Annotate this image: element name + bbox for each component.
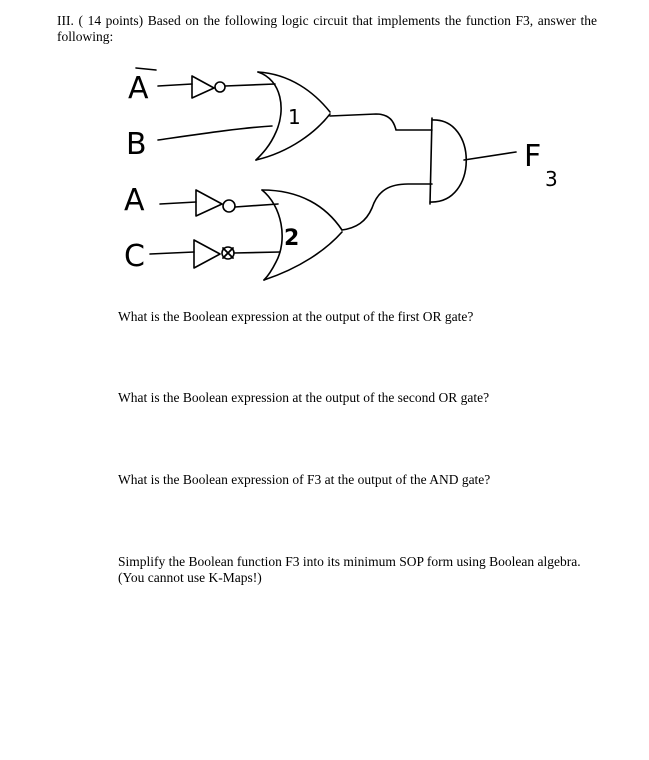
- or-gate-2-back: [262, 190, 282, 280]
- output-label: F: [524, 139, 542, 174]
- input-b-label: B: [126, 127, 147, 162]
- output-subscript: 3: [545, 167, 558, 191]
- not-gate-2-bubble: [223, 200, 235, 212]
- input-a1-overstroke: [136, 68, 156, 70]
- and-gate-back: [430, 118, 432, 204]
- not-gate-3: [194, 240, 220, 268]
- or-gate-2-bottom: [264, 232, 342, 280]
- and-gate-body: [430, 120, 466, 202]
- question-4-line-1: Simplify the Boolean function F3 into its minimum SOP form using Boolean algebra.: [118, 554, 581, 569]
- problem-number: III.: [57, 13, 74, 28]
- question-4: [118, 554, 598, 586]
- question-2: What is the Boolean expression at the output of the second OR gate?: [118, 390, 490, 405]
- question-3: What is the Boolean expression of F3 at the output of the AND gate?: [118, 472, 491, 487]
- not-gate-3-bubble-mark: [223, 248, 233, 258]
- problem-points: ( 14 points): [78, 13, 144, 28]
- input-c-label: C: [124, 239, 145, 274]
- wire-a1-to-not: [158, 84, 192, 86]
- wire-c-to-not: [150, 252, 194, 254]
- question-4-line-2: (You cannot use K-Maps!): [118, 570, 262, 585]
- not-gate-1-bubble: [215, 82, 225, 92]
- wire-or2-to-and: [342, 184, 432, 230]
- or-gate-2-top: [262, 190, 342, 230]
- problem-prompt: Based on the following logic circuit that implements the function F3, answer the following:: [57, 13, 598, 44]
- wire-or1-to-and: [330, 114, 432, 130]
- or-gate-1-label: 1: [288, 105, 301, 129]
- logic-circuit-diagram: [0, 0, 649, 300]
- wire-not1-to-or1: [225, 84, 275, 86]
- input-a1-label: A: [128, 71, 149, 106]
- wire-not3-to-or2: [234, 252, 280, 253]
- not-gate-1: [192, 76, 214, 98]
- wire-a2-to-not: [160, 202, 196, 204]
- wire-b-to-or1: [158, 126, 272, 140]
- question-1: What is the Boolean expression at the output of the first OR gate?: [118, 309, 474, 324]
- wire-not2-to-or2: [235, 204, 278, 207]
- or-gate-2-label: 2: [284, 226, 300, 251]
- wire-and-to-output: [464, 152, 516, 160]
- not-gate-2: [196, 190, 222, 216]
- input-a2-label: A: [124, 183, 145, 218]
